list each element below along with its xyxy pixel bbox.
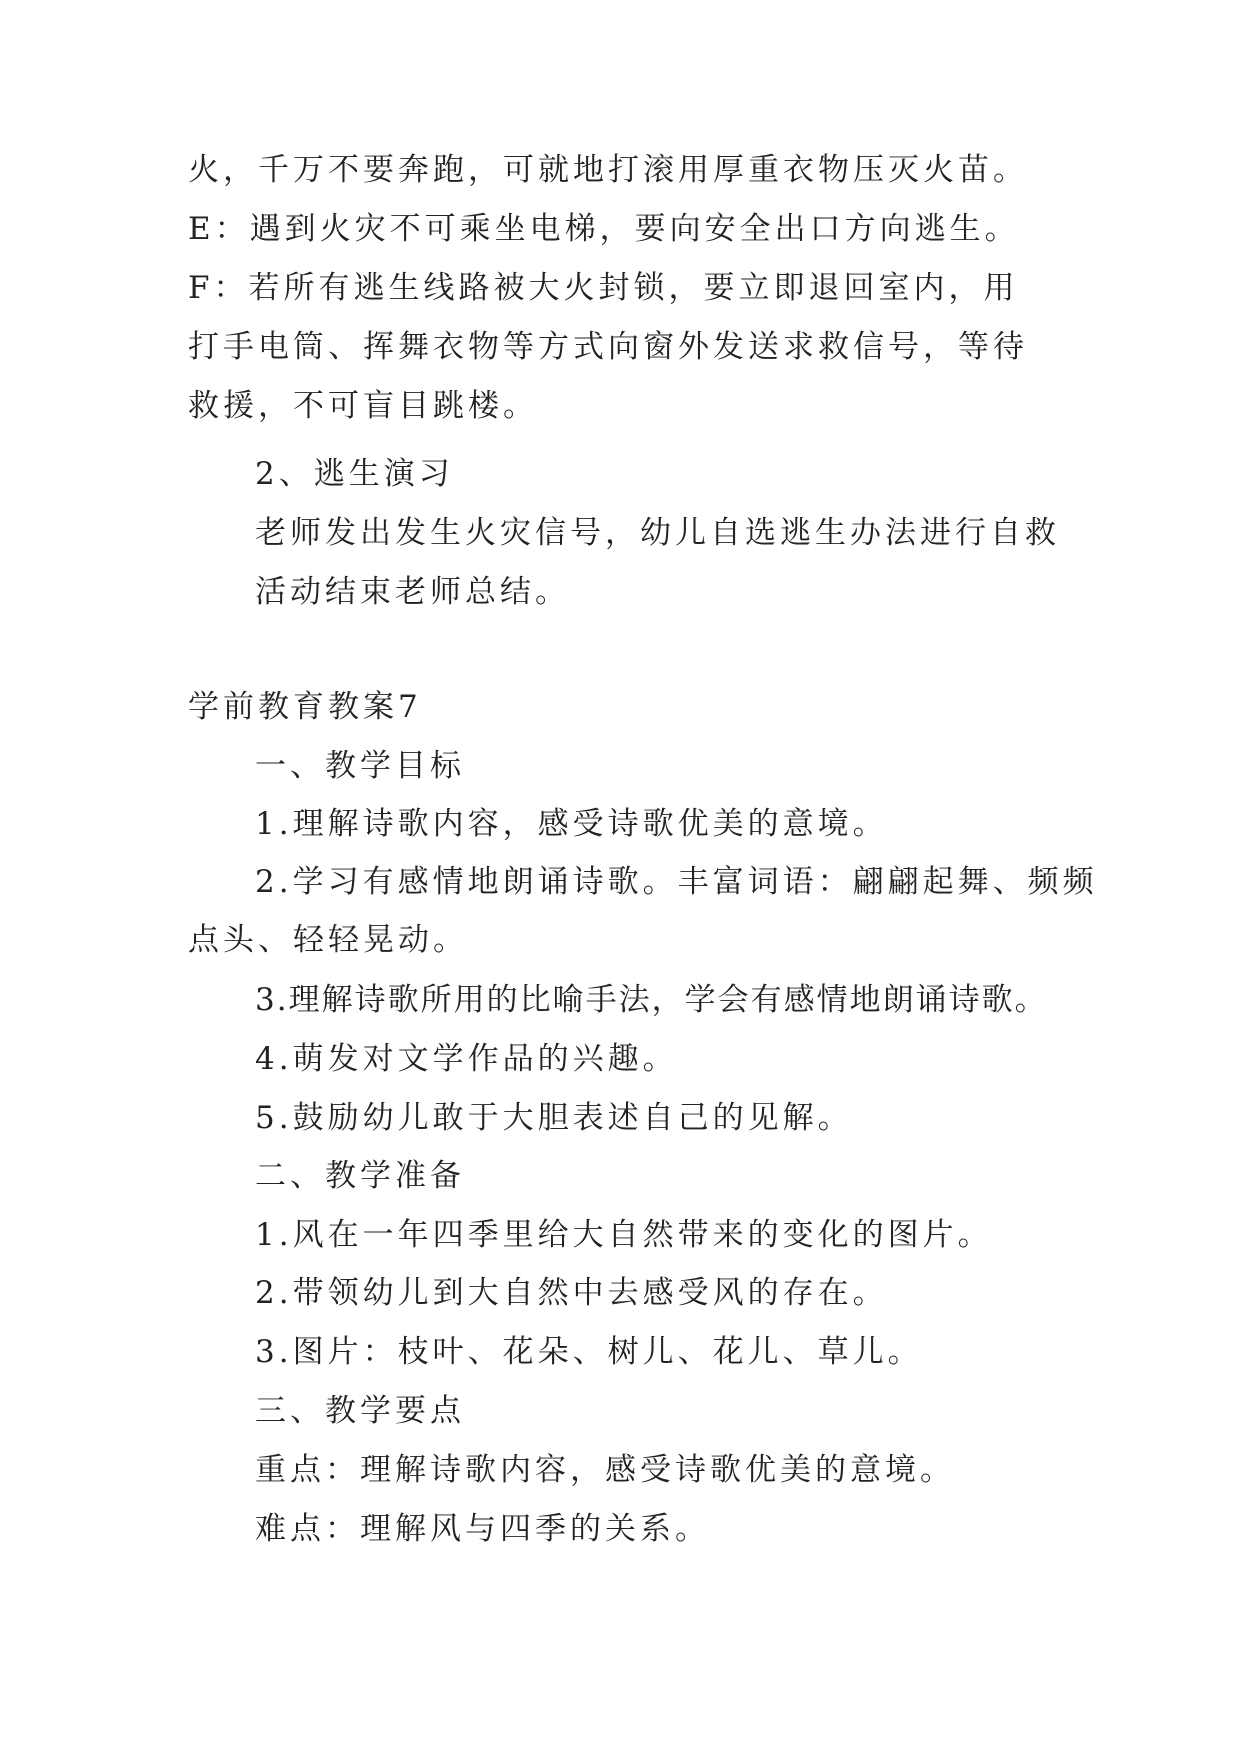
- preparation-item-1: 1.风在一年四季里给大自然带来的变化的图片。: [255, 1217, 993, 1253]
- goal-item-2-continued: 点头、轻轻晃动。: [188, 922, 468, 958]
- goal-item-4: 4.萌发对文学作品的兴趣。: [255, 1041, 678, 1077]
- goal-item-2: 2.学习有感情地朗诵诗歌。丰富词语：翩翩起舞、频频: [255, 864, 1098, 900]
- escape-drill-heading: 2、逃生演习: [255, 456, 454, 492]
- section-heading-preparation: 二、教学准备: [255, 1158, 465, 1194]
- goal-item-3: 3.理解诗歌所用的比喻手法，学会有感情地朗诵诗歌。: [255, 982, 1048, 1018]
- key-point: 重点：理解诗歌内容，感受诗歌优美的意境。: [255, 1452, 955, 1488]
- fire-safety-paragraph: 火，千万不要奔跑，可就地打滚用厚重衣物压灭火苗。E：遇到火灾不可乘坐电梯，要向安全出口方向逃生。F：若所有逃生线路被大火封锁，要立即退回室内，用打手电筒、挥舞衣物等方式向窗外发送求救信号，等待救援，不可盲目跳楼。: [188, 152, 1028, 424]
- goal-item-5: 5.鼓励幼儿敢于大胆表述自己的见解。: [255, 1100, 853, 1136]
- lesson-title: 学前教育教案7: [188, 689, 422, 725]
- preparation-item-3: 3.图片：枝叶、花朵、树儿、花儿、草儿。: [255, 1334, 923, 1370]
- section-heading-goals: 一、教学目标: [255, 748, 465, 784]
- goal-item-1: 1.理解诗歌内容，感受诗歌优美的意境。: [255, 806, 888, 842]
- activity-end-text: 活动结束老师总结。: [255, 574, 570, 610]
- escape-drill-text: 老师发出发生火灾信号，幼儿自选逃生办法进行自救: [255, 515, 1060, 551]
- preparation-item-2: 2.带领幼儿到大自然中去感受风的存在。: [255, 1275, 888, 1311]
- difficult-point: 难点：理解风与四季的关系。: [255, 1511, 710, 1547]
- section-heading-key-points: 三、教学要点: [255, 1393, 465, 1429]
